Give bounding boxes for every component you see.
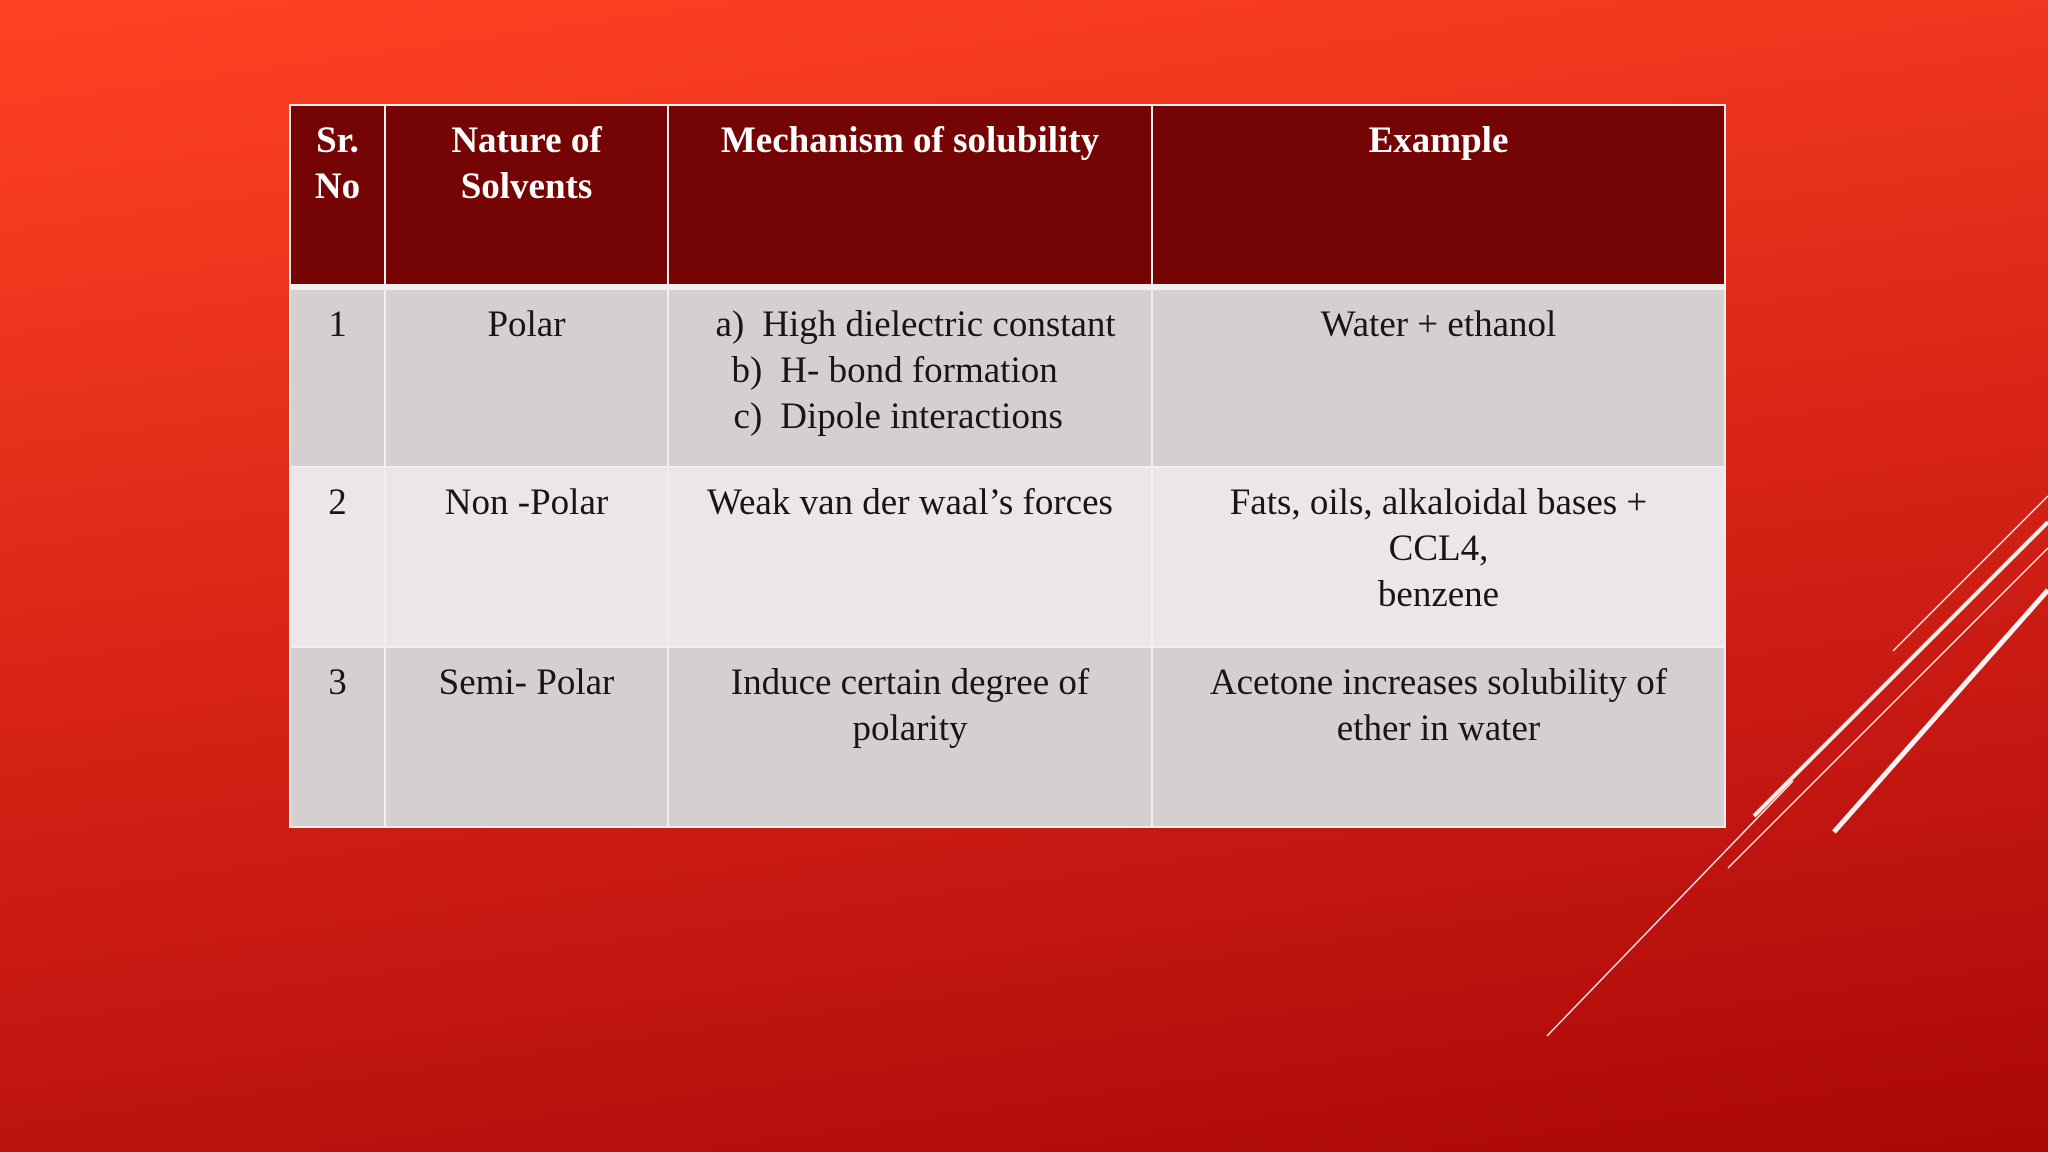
cell-nature: Semi- Polar [385, 647, 668, 827]
cell-text: Induce certain degree of [730, 662, 1090, 703]
cell-example [1152, 287, 1725, 467]
header-mechanism [668, 105, 1152, 287]
list-item-text: Dipole interactions [780, 396, 1063, 437]
list-item [704, 348, 1115, 394]
list-item [704, 302, 1115, 348]
cell-text: polarity [852, 708, 968, 749]
mechanism-list [704, 302, 1115, 440]
cell-nature: Non -Polar [385, 467, 668, 647]
cell-mechanism [668, 287, 1152, 467]
header-text: Sr. [316, 120, 359, 161]
list-marker: b) [731, 350, 763, 391]
cell-example [1152, 467, 1725, 647]
cell-mechanism [668, 647, 1152, 827]
header-text: Mechanism of solubility [720, 120, 1100, 161]
cell-text: ether in water [1336, 708, 1541, 749]
cell-text: Weak van der waal’s forces [707, 482, 1113, 523]
cell-text: Fats, oils, alkaloidal bases + [1229, 482, 1648, 523]
list-marker: a) [715, 304, 745, 345]
deco-line [1754, 522, 2048, 816]
table-row [290, 467, 1725, 647]
table-row [290, 647, 1725, 827]
cell-nature: Polar [385, 287, 668, 467]
cell-sr-no: 3 [290, 647, 385, 827]
solvents-table [289, 104, 1726, 828]
cell-example [1152, 647, 1725, 827]
cell-text: Water + ethanol [1320, 304, 1557, 345]
list-item-text: H- bond formation [780, 350, 1058, 391]
cell-text: benzene [1377, 574, 1500, 615]
table-row [290, 287, 1725, 467]
header-text: Example [1368, 120, 1509, 161]
cell-sr-no: 1 [290, 287, 385, 467]
list-item-text: High dielectric constant [762, 304, 1116, 345]
deco-line [1893, 496, 2048, 651]
header-sr-no [290, 105, 385, 287]
deco-line [1834, 590, 2048, 832]
header-row [290, 105, 1725, 287]
cell-mechanism [668, 467, 1152, 647]
list-item [704, 394, 1115, 440]
header-text: Nature of [451, 120, 602, 161]
header-text: Solvents [460, 166, 593, 207]
cell-sr-no: 2 [290, 467, 385, 647]
table-header [290, 105, 1725, 287]
cell-text: CCL4, [1388, 528, 1489, 569]
cell-text: Acetone increases solubility of [1209, 662, 1668, 703]
header-example [1152, 105, 1725, 287]
header-text: No [314, 166, 361, 207]
deco-line [1728, 548, 2048, 868]
header-nature-of-solvents [385, 105, 668, 287]
list-marker: c) [733, 396, 763, 437]
